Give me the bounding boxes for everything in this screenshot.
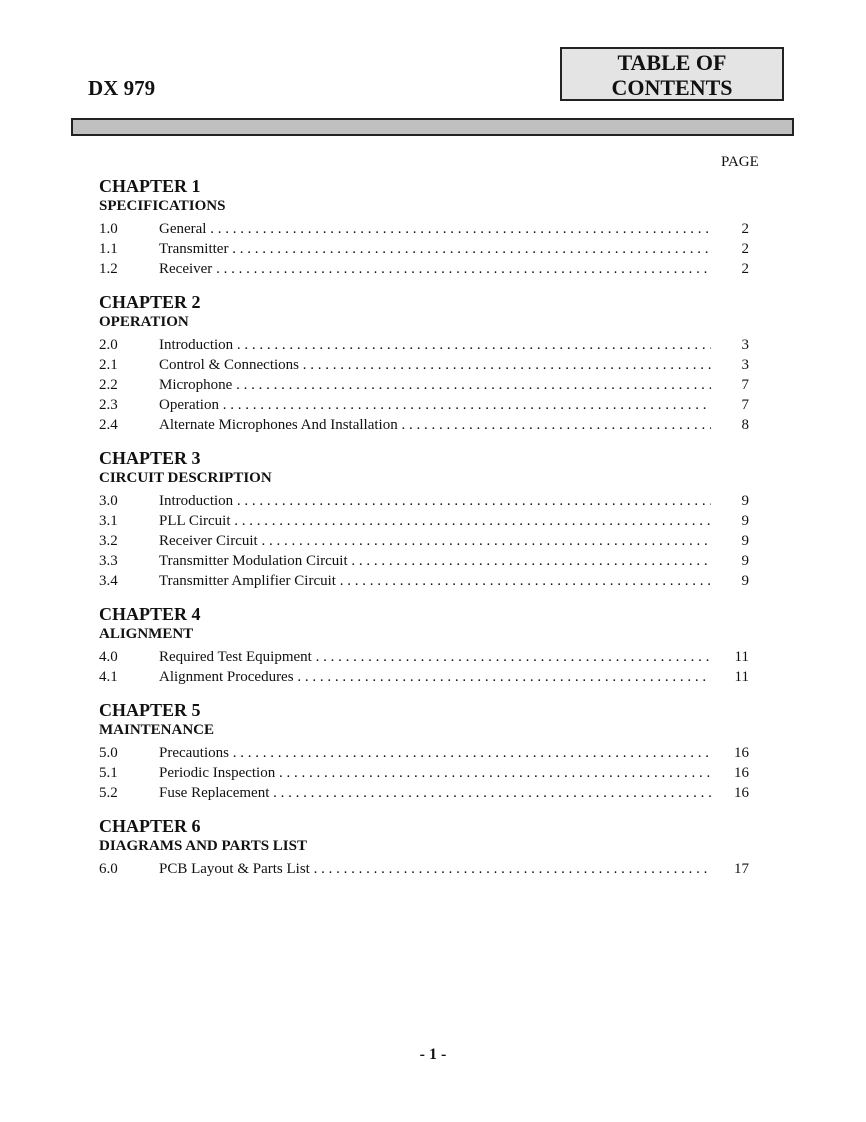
entry-number: 2.2	[99, 377, 118, 393]
entry-page: 8	[741, 417, 749, 433]
toc-entry[interactable]	[99, 335, 759, 355]
model-number: DX 979	[88, 76, 156, 100]
table-of-contents	[99, 176, 759, 892]
toc-title-line1: TABLE OF	[617, 50, 727, 75]
entry-page: 17	[734, 861, 749, 877]
chapter-title: CHAPTER 5	[99, 700, 201, 720]
entry-page: 9	[741, 513, 749, 529]
toc-title-line2: CONTENTS	[611, 75, 733, 100]
toc-entry[interactable]	[99, 647, 759, 667]
entry-label: Alternate Microphones And Installation . . .	[159, 415, 711, 435]
entry-number: 4.0	[99, 649, 118, 665]
entry-label: Introduction . . .	[159, 491, 711, 511]
chapter-title: CHAPTER 2	[99, 292, 201, 312]
entry-label: Operation . . .	[159, 395, 711, 415]
entry-page: 16	[734, 745, 749, 761]
entry-label: Transmitter Modulation Circuit . . .	[159, 551, 711, 571]
chapter-subtitle: CIRCUIT DESCRIPTION	[99, 470, 272, 486]
toc-entry[interactable]	[99, 415, 759, 435]
chapter-section	[99, 176, 759, 279]
toc-entry[interactable]	[99, 511, 759, 531]
toc-entry[interactable]	[99, 375, 759, 395]
entry-number: 3.0	[99, 493, 118, 509]
chapter-section	[99, 816, 759, 879]
entry-page: 9	[741, 533, 749, 549]
chapter-title: CHAPTER 6	[99, 816, 201, 836]
entry-page: 7	[741, 397, 749, 413]
toc-entry[interactable]	[99, 239, 759, 259]
entry-page: 16	[734, 765, 749, 781]
entry-label: Precautions . . .	[159, 743, 711, 763]
entry-label: Periodic Inspection . . .	[159, 763, 711, 783]
chapter-subtitle: SPECIFICATIONS	[99, 198, 226, 214]
toc-entry[interactable]	[99, 355, 759, 375]
entry-number: 3.3	[99, 553, 118, 569]
entry-label: Receiver . . .	[159, 259, 711, 279]
chapter-subtitle: MAINTENANCE	[99, 722, 215, 738]
entry-number: 2.4	[99, 417, 118, 433]
toc-entry[interactable]	[99, 395, 759, 415]
entry-number: 6.0	[99, 861, 118, 877]
entry-label: General . . .	[159, 219, 711, 239]
entry-number: 2.3	[99, 397, 118, 413]
entry-number: 2.1	[99, 357, 118, 373]
toc-entry[interactable]	[99, 859, 759, 879]
entry-label: Required Test Equipment . . .	[159, 647, 711, 667]
entry-label: PCB Layout & Parts List . . .	[159, 859, 711, 879]
chapter-section	[99, 448, 759, 591]
entry-label: Microphone . . .	[159, 375, 711, 395]
toc-entry[interactable]	[99, 743, 759, 763]
entry-page: 3	[741, 337, 749, 353]
entry-number: 1.0	[99, 221, 118, 237]
chapter-subtitle: OPERATION	[99, 314, 189, 330]
toc-entry[interactable]	[99, 667, 759, 687]
entry-page: 11	[734, 649, 749, 665]
chapter-subtitle: DIAGRAMS AND PARTS LIST	[99, 838, 307, 854]
entry-number: 5.1	[99, 765, 118, 781]
entry-number: 3.2	[99, 533, 118, 549]
entry-number: 2.0	[99, 337, 118, 353]
chapter-section	[99, 292, 759, 435]
entry-number: 5.0	[99, 745, 118, 761]
toc-entry[interactable]	[99, 491, 759, 511]
entry-page: 9	[741, 573, 749, 589]
toc-entry[interactable]	[99, 531, 759, 551]
chapter-title: CHAPTER 1	[99, 176, 201, 196]
entry-number: 3.4	[99, 573, 118, 589]
entry-page: 9	[741, 493, 749, 509]
chapter-title: CHAPTER 4	[99, 604, 201, 624]
toc-entry[interactable]	[99, 551, 759, 571]
entry-page: 16	[734, 785, 749, 801]
entry-page: 9	[741, 553, 749, 569]
entry-page: 7	[741, 377, 749, 393]
page-column-heading: PAGE	[721, 154, 759, 170]
entry-number: 1.1	[99, 241, 118, 257]
entry-label: Fuse Replacement . . .	[159, 783, 711, 803]
entry-page: 2	[741, 241, 749, 257]
chapter-section	[99, 700, 759, 803]
entry-label: Introduction . . .	[159, 335, 711, 355]
entry-number: 5.2	[99, 785, 118, 801]
entry-page: 3	[741, 357, 749, 373]
entry-page: 2	[741, 261, 749, 277]
entry-label: Alignment Procedures . . .	[159, 667, 711, 687]
chapter-section	[99, 604, 759, 687]
chapter-title: CHAPTER 3	[99, 448, 201, 468]
entry-label: Transmitter Amplifier Circuit . . .	[159, 571, 711, 591]
entry-label: Transmitter . . .	[159, 239, 711, 259]
toc-title-box	[560, 47, 784, 101]
header-divider-bar	[71, 118, 794, 136]
page-number: - 1 -	[419, 1046, 447, 1063]
toc-entry[interactable]	[99, 783, 759, 803]
toc-entry[interactable]	[99, 763, 759, 783]
entry-number: 4.1	[99, 669, 118, 685]
entry-page: 11	[734, 669, 749, 685]
entry-page: 2	[741, 221, 749, 237]
chapter-subtitle: ALIGNMENT	[99, 626, 194, 642]
toc-entry[interactable]	[99, 571, 759, 591]
entry-number: 1.2	[99, 261, 118, 277]
toc-entry[interactable]	[99, 259, 759, 279]
entry-number: 3.1	[99, 513, 118, 529]
entry-label: PLL Circuit . . .	[159, 511, 711, 531]
entry-label: Control & Connections . . .	[159, 355, 711, 375]
entry-label: Receiver Circuit . . .	[159, 531, 711, 551]
toc-entry[interactable]	[99, 219, 759, 239]
